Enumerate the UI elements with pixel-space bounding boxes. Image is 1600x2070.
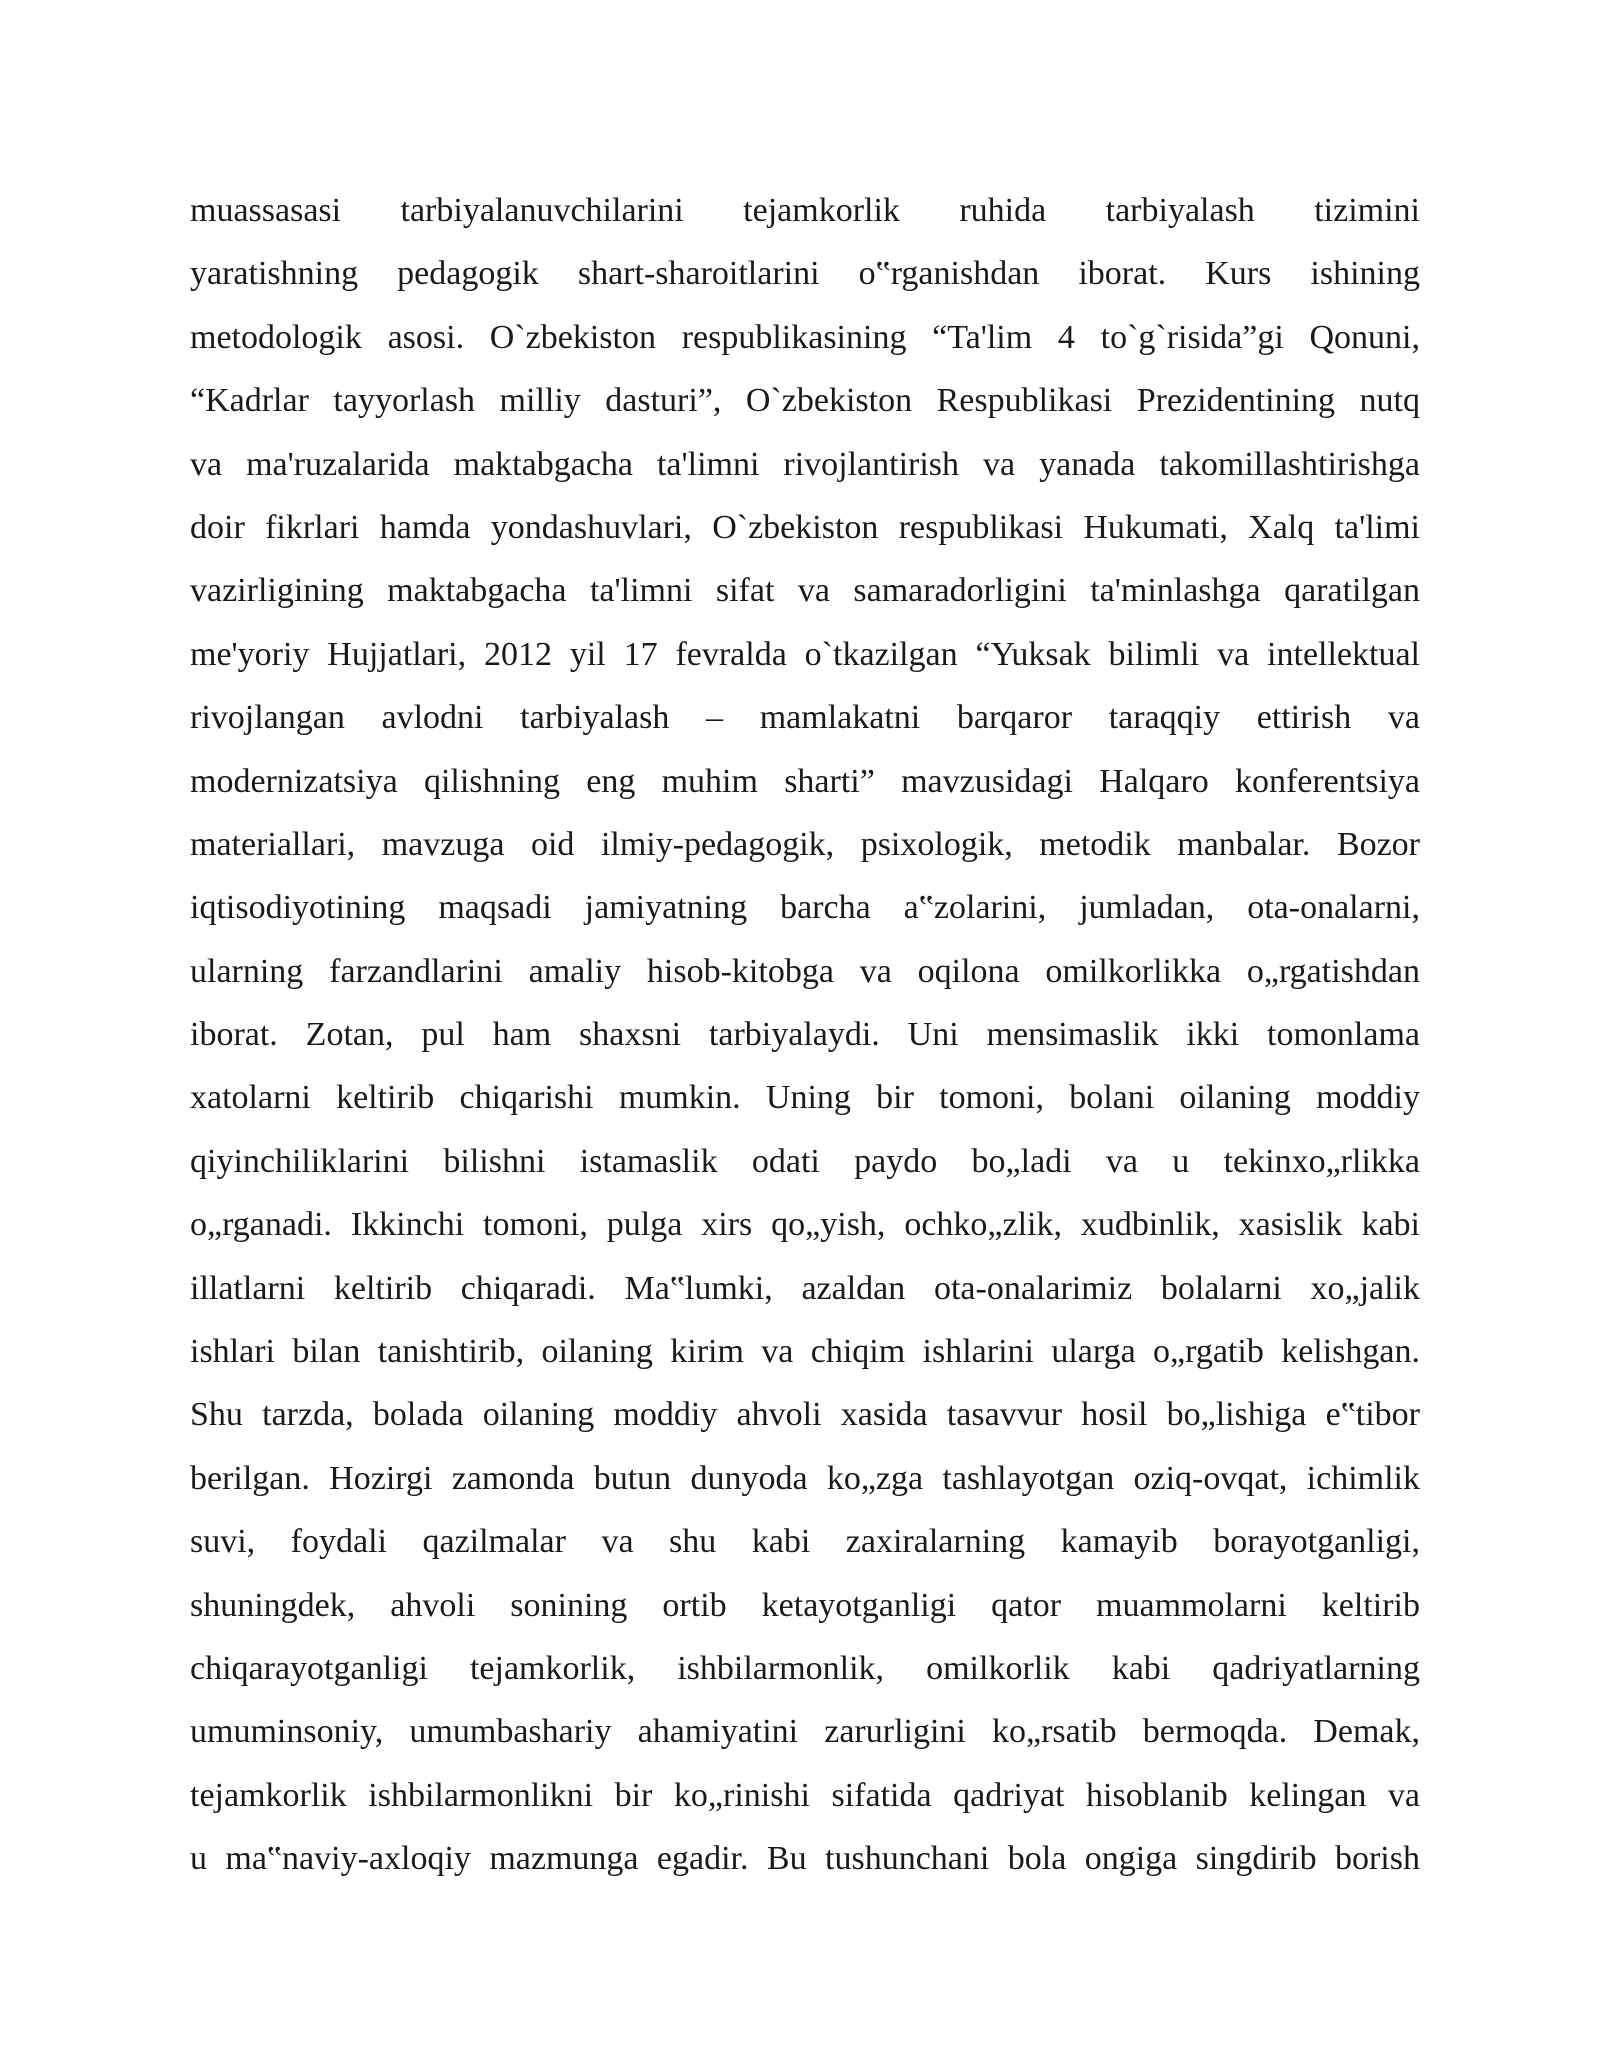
text-line: rivojlangan avlodni tarbiyalash – mamlakatni barqaror taraqqiy ettirish va: [190, 699, 1420, 737]
text-line: iborat. Zotan, pul ham shaxsni tarbiyalaydi. Uni mensimaslik ikki tomonlama: [190, 1016, 1420, 1054]
text-line: muassasasi tarbiyalanuvchilarini tejamkorlik ruhida tarbiyalash tizimini: [190, 192, 1420, 229]
text-line: tejamkorlik ishbilarmonlikni bir ko„rinishi sifatida qadriyat hisoblanib kelingan va: [190, 1776, 1420, 1814]
text-line: xatolarni keltirib chiqarishi mumkin. Uning bir tomoni, bolani oilaning moddiy: [190, 1079, 1420, 1117]
text-line: materiallari, mavzuga oid ilmiy-pedagogik, psixologik, metodik manbalar. Bozor: [190, 825, 1420, 863]
body-paragraph: [190, 185, 1420, 1897]
text-line: modernizatsiya qilishning eng muhim sharti” mavzusidagi Halqaro konferentsiya: [190, 762, 1420, 800]
text-line: chiqarayotganligi tejamkorlik, ishbilarmonlik, omilkorlik kabi qadriyatlarning: [190, 1649, 1420, 1687]
text-line: vazirligining maktabgacha ta'limni sifat va samaradorligini ta'minlashga qaratilgan: [190, 572, 1420, 610]
text-line: ishlari bilan tanishtirib, oilaning kirim va chiqim ishlarini ularga o„rgatib kelishgan.: [190, 1333, 1420, 1371]
text-line: o„rganadi. Ikkinchi tomoni, pulga xirs qo„yish, ochko„zlik, xudbinlik, xasislik kabi: [190, 1206, 1420, 1244]
text-line: me'yoriy Hujjatlari, 2012 yil 17 fevralda o`tkazilgan “Yuksak bilimli va intellektual: [190, 635, 1420, 673]
text-line: va ma'ruzalarida maktabgacha ta'limni rivojlantirish va yanada takomillashtirishga: [190, 445, 1420, 483]
text-line: doir fikrlari hamda yondashuvlari, O`zbekiston respublikasi Hukumati, Xalq ta'limi: [190, 508, 1420, 546]
text-line: iqtisodiyotining maqsadi jamiyatning barcha a‟zolarini, jumladan, ota-onalarni,: [190, 889, 1420, 927]
text-line: umuminsoniy, umumbashariy ahamiyatini zarurligini ko„rsatib bermoqda. Demak,: [190, 1713, 1420, 1751]
text-line: qiyinchiliklarini bilishni istamaslik odati paydo bo„ladi va u tekinxo„rlikka: [190, 1142, 1420, 1180]
text-line: shuningdek, ahvoli sonining ortib ketayotganligi qator muammolarni keltirib: [190, 1586, 1420, 1624]
text-line: illatlarni keltirib chiqaradi. Ma‟lumki, azaldan ota-onalarimiz bolalarni xo„jalik: [190, 1269, 1420, 1307]
text-line: ularning farzandlarini amaliy hisob-kitobga va oqilona omilkorlikka o„rgatishdan: [190, 952, 1420, 990]
text-line: berilgan. Hozirgi zamonda butun dunyoda ko„zga tashlayotgan oziq-ovqat, ichimlik: [190, 1459, 1420, 1497]
text-line: metodologik asosi. O`zbekiston respublikasining “Ta'lim 4 to`g`risida”gi Qonuni,: [190, 318, 1420, 356]
text-line: u ma‟naviy-axloqiy mazmunga egadir. Bu tushunchani bola ongiga singdirib borish: [190, 1840, 1420, 1878]
text-line: suvi, foydali qazilmalar va shu kabi zaxiralarning kamayib borayotganligi,: [190, 1523, 1420, 1561]
text-line: “Kadrlar tayyorlash milliy dasturi”, O`zbekiston Respublikasi Prezidentining nutq: [190, 382, 1420, 420]
text-line: yaratishning pedagogik shart-sharoitlarini o‟rganishdan iborat. Kurs ishining: [190, 255, 1420, 293]
text-line: Shu tarzda, bolada oilaning moddiy ahvoli xasida tasavvur hosil bo„lishiga e‟tibor: [190, 1396, 1420, 1434]
